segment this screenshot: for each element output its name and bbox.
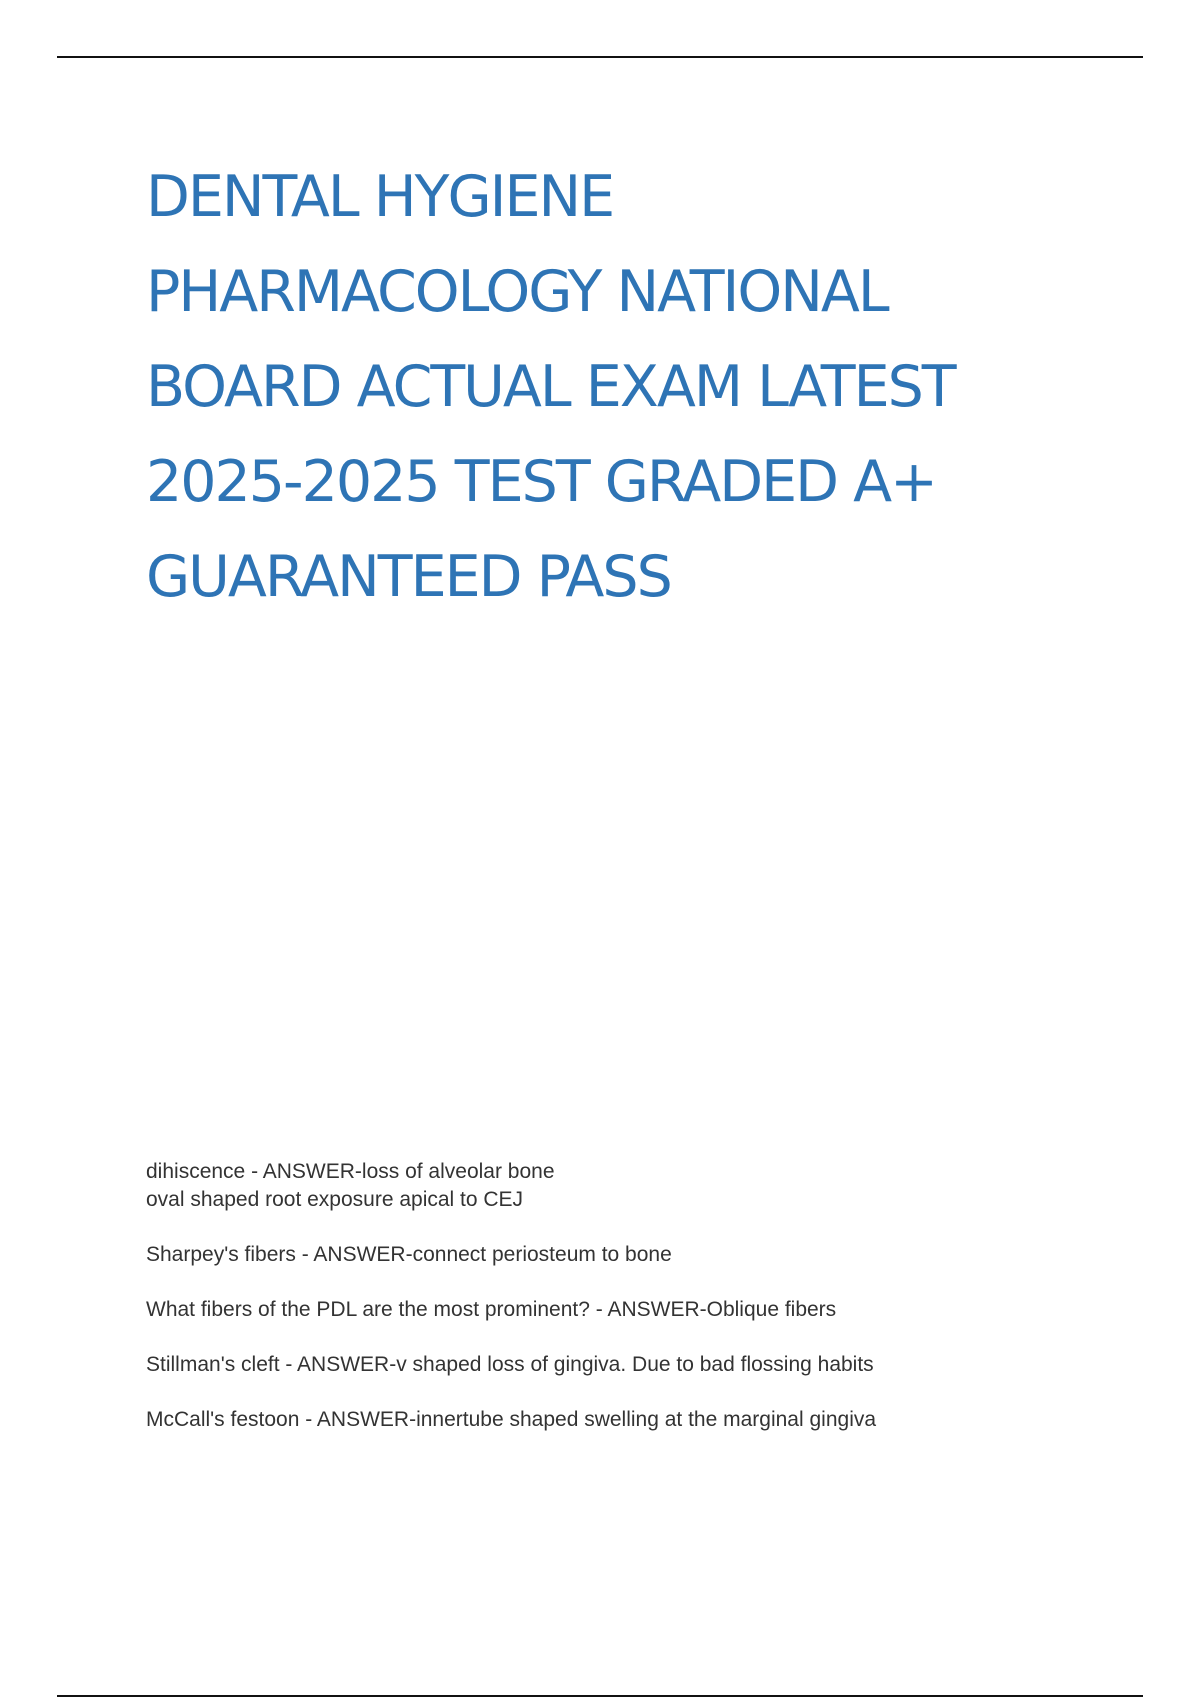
title-line: BOARD ACTUAL EXAM LATEST bbox=[146, 354, 955, 420]
qa-answer: innertube shaped swelling at the marginal gingiva bbox=[416, 1408, 877, 1431]
qa-entry-dihiscence bbox=[146, 1158, 1146, 1214]
qa-term: Sharpey's fibers bbox=[146, 1243, 296, 1266]
qa-term: Stillman's cleft bbox=[146, 1353, 280, 1376]
answer-marker: - ANSWER- bbox=[279, 1353, 397, 1376]
answer-marker: - ANSWER- bbox=[589, 1298, 707, 1321]
title-line: GUARANTEED PASS bbox=[146, 544, 671, 610]
qa-entry-stillmans-cleft bbox=[146, 1351, 1146, 1379]
title-line: 2025-2025 TEST GRADED A+ bbox=[146, 449, 936, 515]
qa-answer: loss of alveolar bone bbox=[361, 1160, 555, 1183]
qa-answer-continuation: oval shaped root exposure apical to CEJ bbox=[146, 1188, 524, 1211]
qa-term: McCall's festoon bbox=[146, 1408, 300, 1431]
qa-entry-pdl-fibers bbox=[146, 1296, 1146, 1324]
top-rule bbox=[57, 56, 1143, 58]
qa-answer: connect periosteum to bone bbox=[412, 1243, 672, 1266]
title-line: DENTAL HYGIENE bbox=[146, 164, 614, 230]
qa-answer: Oblique fibers bbox=[706, 1298, 837, 1321]
qa-answer: v shaped loss of gingiva. Due to bad flossing habits bbox=[396, 1353, 874, 1376]
qa-list bbox=[146, 1158, 1146, 1461]
qa-entry-sharpeys-fibers bbox=[146, 1241, 1146, 1269]
qa-entry-first-line bbox=[146, 1158, 1146, 1186]
title-line: PHARMACOLOGY NATIONAL bbox=[146, 259, 888, 325]
qa-term: What fibers of the PDL are the most prominent? bbox=[146, 1298, 590, 1321]
qa-term: dihiscence bbox=[146, 1160, 246, 1183]
bottom-rule bbox=[57, 1695, 1143, 1697]
qa-entry-mccalls-festoon bbox=[146, 1406, 1146, 1434]
answer-marker: - ANSWER- bbox=[295, 1243, 413, 1266]
answer-marker: - ANSWER- bbox=[299, 1408, 417, 1431]
answer-marker: - ANSWER- bbox=[245, 1160, 362, 1183]
document-title bbox=[146, 150, 1126, 625]
